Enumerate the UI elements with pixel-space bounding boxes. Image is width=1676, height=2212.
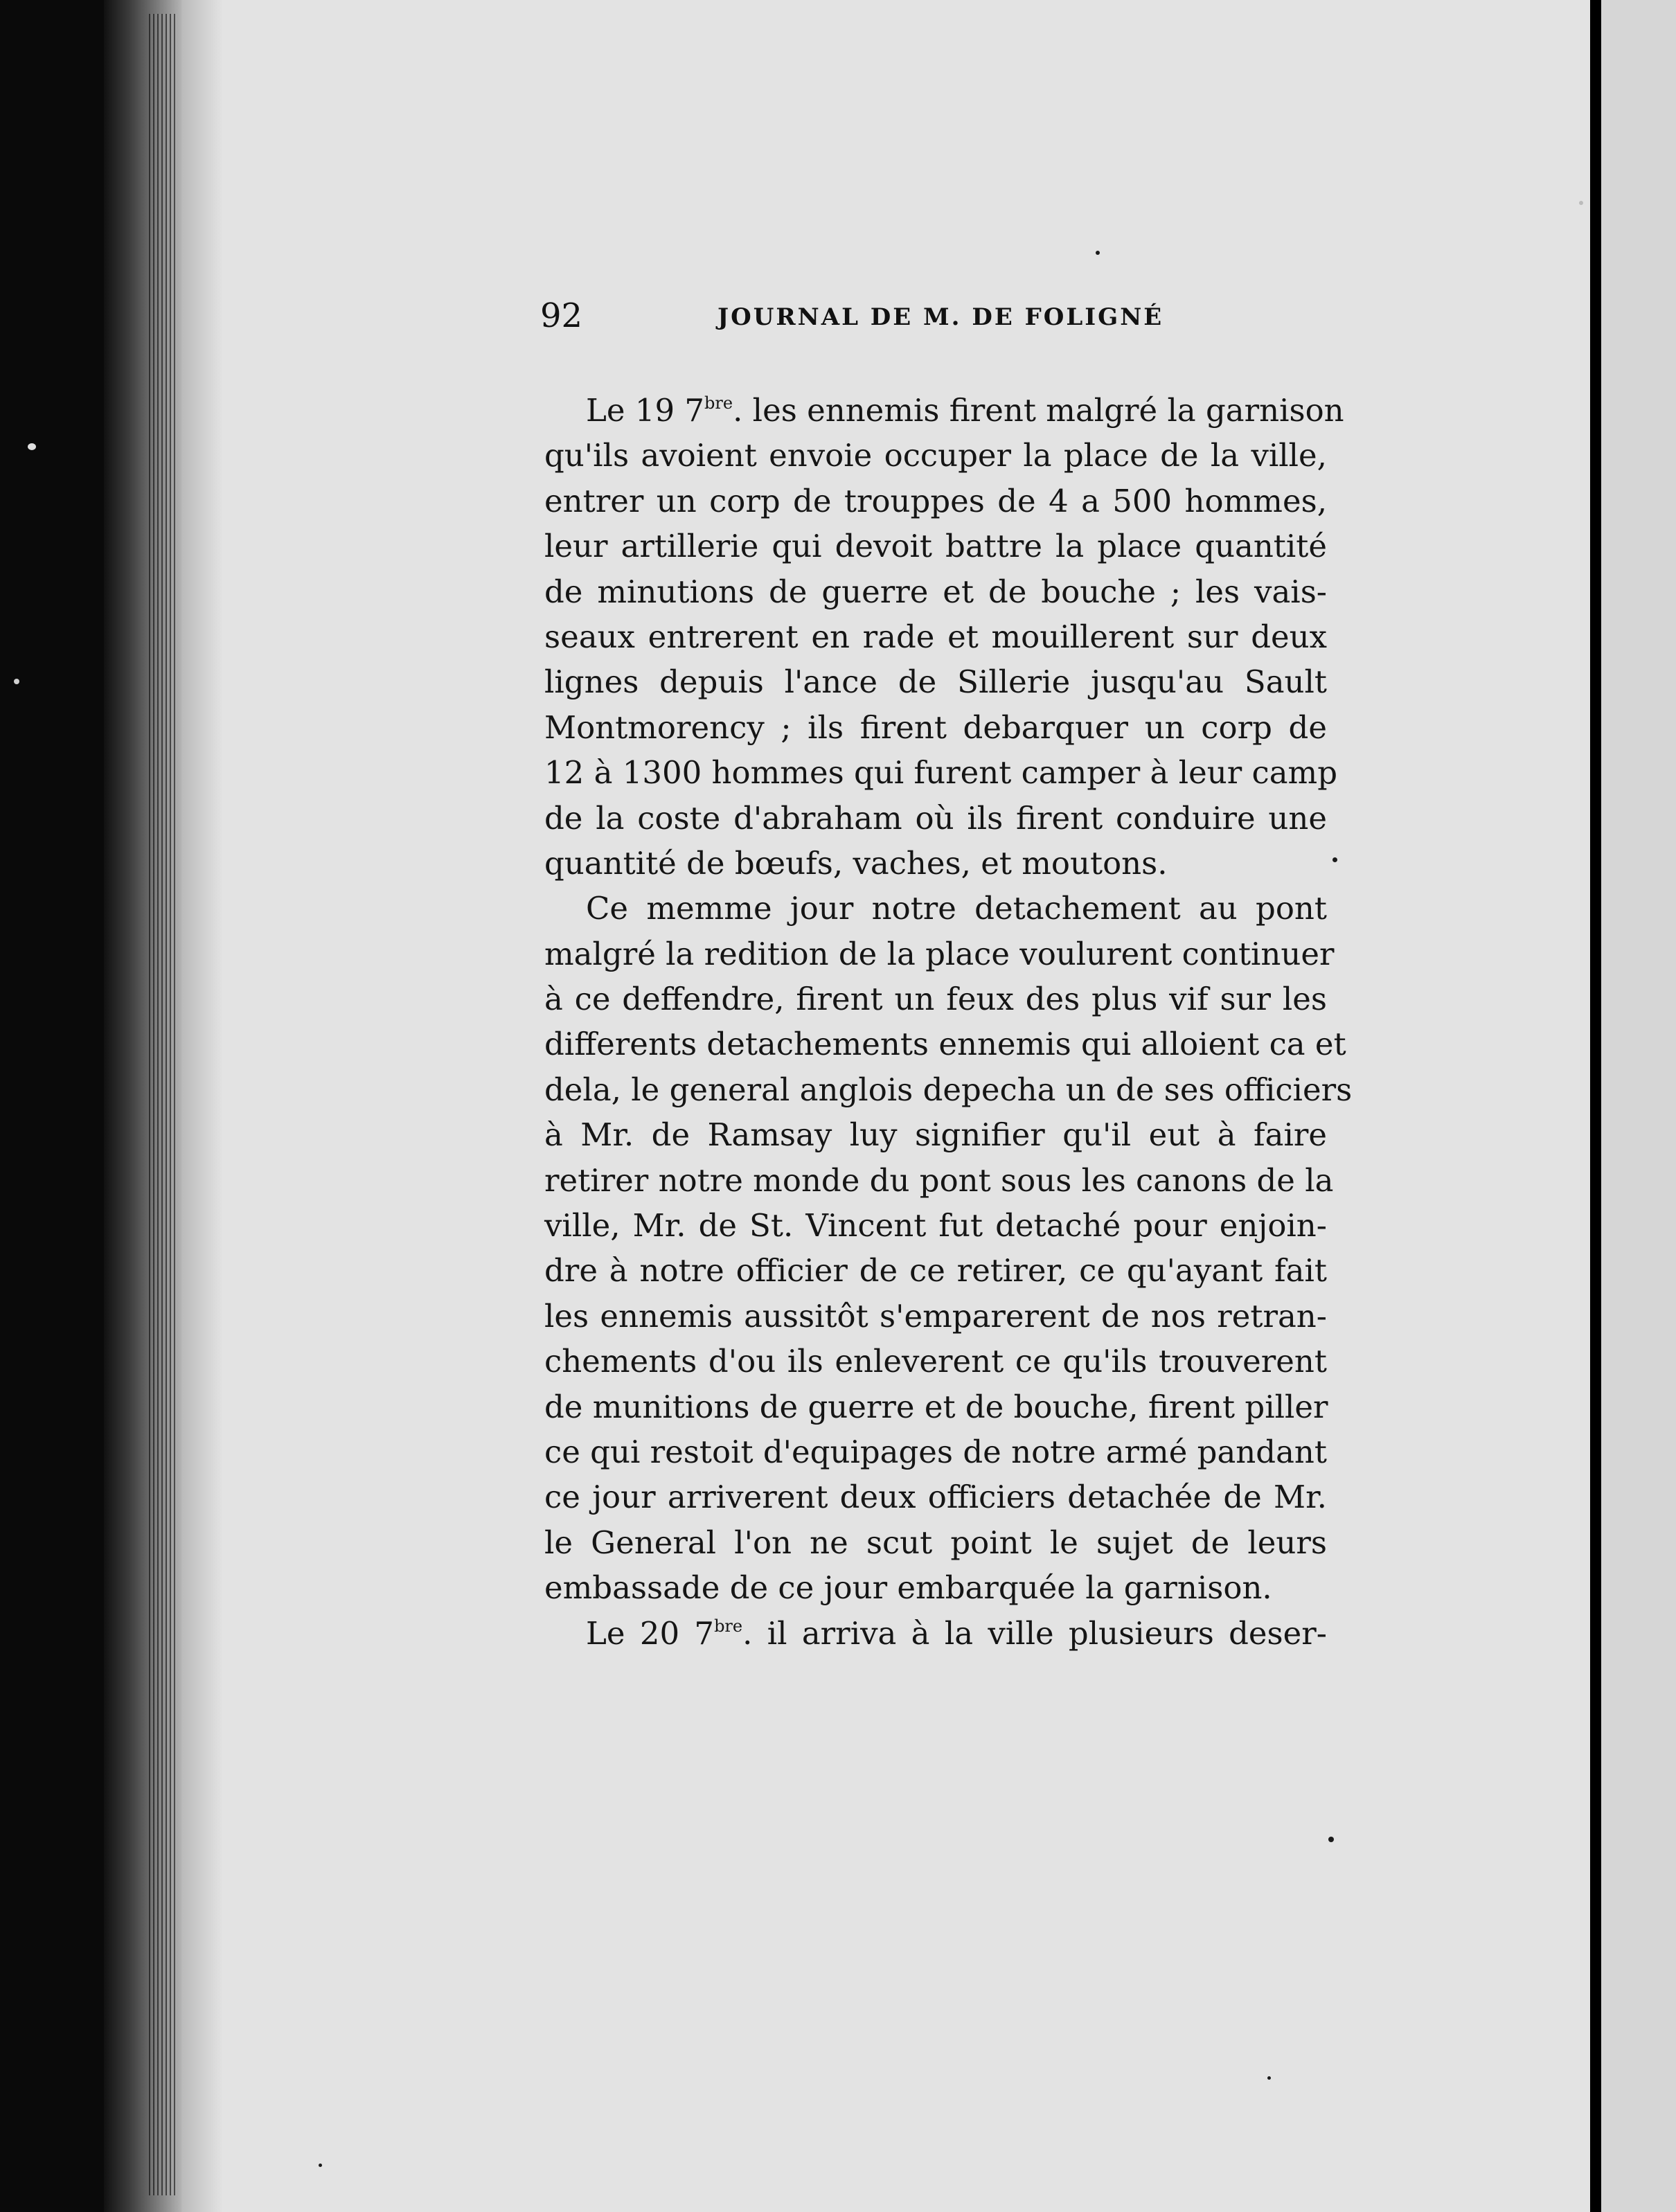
scan-speck bbox=[1332, 857, 1337, 862]
scan-speck bbox=[319, 2164, 322, 2167]
text-line: Le 19 $7^{bre}$. les ennemis firent malgré la garnison bbox=[586, 392, 1344, 429]
text-line: entrer un corp de trouppes de 4 a 500 hommes, bbox=[544, 482, 1327, 519]
page-edges bbox=[149, 14, 177, 2195]
scan-speck bbox=[1328, 1837, 1334, 1842]
text-line: retirer notre monde du pont sous les canons de la bbox=[544, 1161, 1334, 1199]
text-line: les ennemis aussitôt s'emparerent de nos retran- bbox=[544, 1297, 1327, 1335]
text-line: lignes depuis l'ance de Sillerie jusqu'au Sault bbox=[544, 663, 1327, 701]
text-line: 12 à 1300 hommes qui furent camper à leur camp bbox=[544, 754, 1338, 792]
next-page-strip bbox=[1601, 0, 1676, 2212]
text-line: dre à notre officier de ce retirer, ce qu'ayant fait bbox=[544, 1252, 1327, 1290]
text-line: de minutions de guerre et de bouche ; les vais- bbox=[544, 573, 1327, 610]
text-line: seaux entrerent en rade et mouillerent sur deux bbox=[544, 618, 1327, 655]
text-line: qu'ils avoient envoie occuper la place de la ville, bbox=[544, 437, 1327, 474]
text-line: ce jour arriverent deux officiers detachée de Mr. bbox=[544, 1479, 1327, 1516]
text-line: Montmorency ; ils firent debarquer un corp de bbox=[544, 708, 1327, 746]
running-head: JOURNAL DE M. DE FOLIGNÉ bbox=[717, 303, 1164, 331]
text-line: chements d'ou ils enleverent ce qu'ils trouverent bbox=[544, 1343, 1327, 1380]
page-inner-shadow bbox=[181, 0, 223, 2212]
right-binding-band bbox=[1593, 0, 1601, 2212]
scan-speck bbox=[14, 679, 19, 684]
text-line: quantité de bœufs, vaches, et moutons. bbox=[544, 844, 1168, 882]
text-line: leur artillerie qui devoit battre la place quantité bbox=[544, 528, 1327, 565]
scan-speck bbox=[1096, 251, 1100, 255]
text-line: ville, Mr. de St. Vincent fut detaché pour enjoin- bbox=[544, 1207, 1327, 1245]
text-line: ce qui restoit d'equipages de notre armé pandant bbox=[544, 1433, 1327, 1470]
page-header bbox=[540, 296, 1323, 345]
text-line: dela, le general anglois depecha un de ses officiers bbox=[544, 1071, 1353, 1108]
text-line: de munitions de guerre et de bouche, firent piller bbox=[544, 1388, 1328, 1425]
text-line: de la coste d'abraham où ils firent conduire une bbox=[544, 799, 1327, 837]
page-number: 92 bbox=[540, 296, 583, 335]
text-line: embassade de ce jour embarquée la garnison. bbox=[544, 1569, 1272, 1607]
text-line: à Mr. de Ramsay luy signifier qu'il eut à faire bbox=[544, 1116, 1327, 1154]
text-line: differents detachements ennemis qui alloient ca et bbox=[544, 1026, 1346, 1063]
text-line: malgré la redition de la place voulurent continuer bbox=[544, 935, 1335, 972]
text-line: le General l'on ne scut point le sujet de leurs bbox=[544, 1524, 1327, 1561]
text-line: Le 20 $7^{bre}$. il arriva à la ville plusieurs deser- bbox=[586, 1614, 1327, 1652]
text-line: Ce memme jour notre detachement au pont bbox=[586, 890, 1327, 927]
body-text bbox=[544, 388, 1353, 1656]
scan-speck bbox=[28, 443, 36, 450]
text-line: à ce deffendre, firent un feux des plus vif sur les bbox=[544, 981, 1327, 1018]
scan-speck bbox=[1267, 2076, 1271, 2080]
scan-speck bbox=[1579, 201, 1583, 205]
